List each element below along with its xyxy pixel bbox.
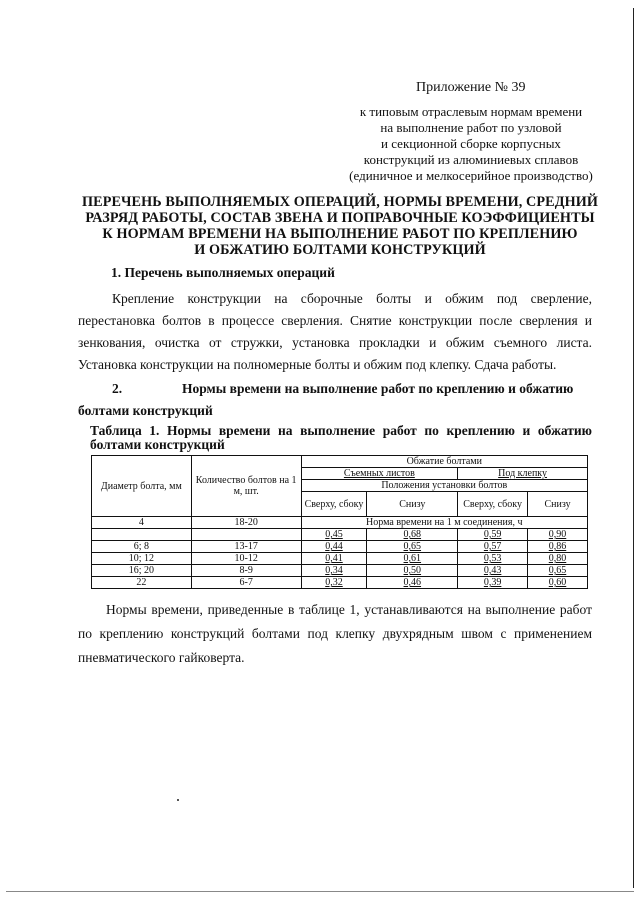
header-removable-sheets: Съемных листов [301, 468, 458, 480]
scan-border-right [633, 8, 634, 888]
cell-value: 0,44 [301, 541, 367, 553]
table-row [92, 517, 588, 529]
header-crimping: Обжатие болтами [301, 456, 587, 468]
subtitle-line: (единичное и мелкосерийное производство) [349, 168, 593, 183]
title-line: ПЕРЕЧЕНЬ ВЫПОЛНЯЕМЫХ ОПЕРАЦИЙ, НОРМЫ ВРЕМЕНИ, СРЕДНИЙ [82, 194, 598, 210]
table-note: Нормы времени, приведенные в таблице 1, устанавливаются на выполнение работ по креплению конструкций болтами под клепку двухрядным швом с применением пневматического гайковерта. [78, 602, 592, 665]
title-line: РАЗРЯД РАБОТЫ, СОСТАВ ЗВЕНА И ПОПРАВОЧНЫЕ КОЭФФИЦИЕНТЫ [85, 210, 595, 226]
subtitle-line: на выполнение работ по узловой [380, 120, 562, 135]
cell-value: 0,39 [458, 577, 528, 589]
cell-diameter: 4 [92, 517, 192, 529]
cell-empty [191, 529, 301, 541]
cell-value: 0,32 [301, 577, 367, 589]
section-1-text: Крепление конструкции на сборочные болты и обжим под сверление, перестановка болтов в процессе сверления. Снятие конструкции после сверления и зенкования, очистка от стружки, установка прокладки и обжим съемного листа. Установка конструкции на полномерные болты и обжим под клепку. Сдача работы. [78, 291, 592, 372]
header-diameter: Диаметр болта, мм [92, 456, 192, 517]
table-row [92, 541, 588, 553]
subtitle-line: конструкций из алюминиевых сплавов [363, 152, 579, 167]
section-1-title: 1. Перечень выполняемых операций [111, 265, 335, 280]
cell-value: 0,68 [367, 529, 458, 541]
cell-diameter: 22 [92, 577, 192, 589]
header-bottom-1: Снизу [367, 492, 458, 517]
cell-value: 0,50 [367, 565, 458, 577]
cell-value: 0,61 [367, 553, 458, 565]
cell-quantity: 10-12 [191, 553, 301, 565]
table-row [92, 577, 588, 589]
header-bolt-positions: Положения установки болтов [301, 480, 587, 492]
cell-diameter: 16; 20 [92, 565, 192, 577]
header-top-side-2: Сверху, сбоку [458, 492, 528, 517]
cell-value: 0,45 [301, 529, 367, 541]
document-title [80, 194, 600, 258]
header-bottom-2: Снизу [528, 492, 588, 517]
subtitle-line: к типовым отраслевым нормам времени [359, 104, 583, 119]
header-norm: Норма времени на 1 м соединения, ч [301, 517, 587, 529]
cell-value: 0,41 [301, 553, 367, 565]
table-row [92, 553, 588, 565]
cell-value: 0,46 [367, 577, 458, 589]
cell-diameter: 10; 12 [92, 553, 192, 565]
cell-value: 0,90 [528, 529, 588, 541]
section-2-title-text: Нормы времени на выполнение работ по креплению и обжатию болтами конструкций [78, 381, 574, 418]
cell-diameter: 6; 8 [92, 541, 192, 553]
header-under-rivet: Под клепку [458, 468, 588, 480]
norms-table [91, 455, 588, 589]
appendix-subtitle [340, 104, 602, 184]
section-2-number: 2. [112, 381, 123, 396]
table-row [92, 565, 588, 577]
appendix-number: Приложение № 39 [416, 80, 526, 95]
section-2-title [78, 378, 592, 422]
title-line: К НОРМАМ ВРЕМЕНИ НА ВЫПОЛНЕНИЕ РАБОТ ПО КРЕПЛЕНИЮ [102, 226, 578, 242]
cell-value: 0,65 [528, 565, 588, 577]
title-line: И ОБЖАТИЮ БОЛТАМИ КОНСТРУКЦИЙ [194, 242, 486, 258]
cell-quantity: 18-20 [191, 517, 301, 529]
header-top-side-1: Сверху, сбоку [301, 492, 367, 517]
table-row [92, 529, 588, 541]
cell-value: 0,53 [458, 553, 528, 565]
cell-empty [92, 529, 192, 541]
cell-value: 0,43 [458, 565, 528, 577]
cell-value: 0,34 [301, 565, 367, 577]
table-caption: Таблица 1. Нормы времени на выполнение работ по креплению и обжатию болтами конструкций [90, 423, 592, 452]
cell-value: 0,65 [367, 541, 458, 553]
subtitle-line: и секционной сборке корпусных [381, 136, 561, 151]
cell-quantity: 8-9 [191, 565, 301, 577]
header-quantity: Количество болтов на 1 м, шт. [191, 456, 301, 517]
cell-value: 0,59 [458, 529, 528, 541]
cell-quantity: 6-7 [191, 577, 301, 589]
cell-value: 0,60 [528, 577, 588, 589]
scan-speck [177, 799, 179, 801]
cell-value: 0,57 [458, 541, 528, 553]
cell-quantity: 13-17 [191, 541, 301, 553]
cell-value: 0,86 [528, 541, 588, 553]
table-header-row [92, 456, 588, 468]
cell-value: 0,80 [528, 553, 588, 565]
scan-border-bottom [6, 891, 634, 892]
